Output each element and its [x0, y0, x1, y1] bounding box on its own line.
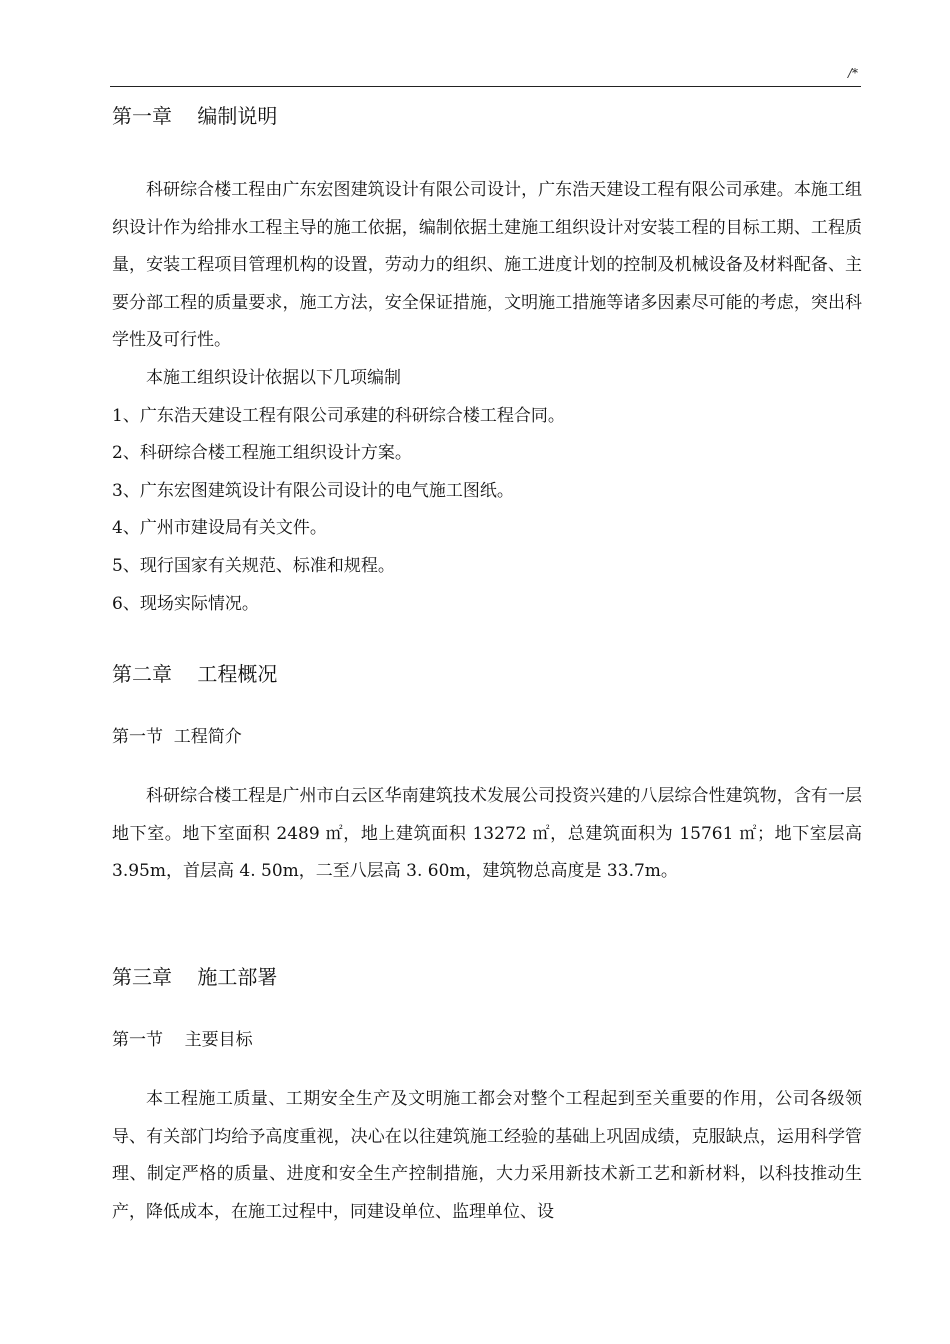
list-item: 5、现行国家有关规范、标准和规程。	[112, 555, 395, 576]
list-item: 4、广州市建设局有关文件。	[112, 518, 327, 539]
header-mark: /*	[847, 66, 858, 80]
list-item: 1、广东浩天建设工程有限公司承建的科研综合楼工程合同。	[112, 405, 565, 426]
chapter-2-section-1-title: 第一节 工程简介	[112, 727, 242, 748]
chapter-1-paragraph: 科研综合楼工程由广东宏图建筑设计有限公司设计，广东浩天建设工程有限公司承建。本施工组织设计作为给排水工程主导的施工依据，编制依据土建施工组织设计对安装工程的目标工期、工程质量，安装工程项目管理机构的设置，劳动力的组织、施工进度计划的控制及机械设备及材料配备、主要分部工程的质量要求，施工方法，安全保证措施，文明施工措施等诸多因素尽可能的考虑，突出科学性及可行性。	[112, 180, 862, 351]
document-body	[112, 98, 862, 1231]
list-item: 2、科研综合楼工程施工组织设计方案。	[112, 443, 412, 464]
list-item: 6、现场实际情况。	[112, 593, 259, 614]
chapter-3-title: 第三章 施工部署	[112, 964, 278, 989]
chapter-2-paragraph: 科研综合楼工程是广州市白云区华南建筑技术发展公司投资兴建的八层综合性建筑物，含有一层地下室。地下室面积 2489 ㎡，地上建筑面积 13272 ㎡，总建筑面积为 15761 ㎡；地下室层高 3.95m，首层高 4. 50m，二至八层高 3. 60m，建筑物总高度是 33.7m。	[112, 786, 862, 882]
header-rule	[110, 86, 861, 87]
basis-intro: 本施工组织设计依据以下几项编制	[146, 367, 401, 388]
chapter-1-title: 第一章 编制说明	[112, 104, 278, 128]
chapter-3-section-1-title: 第一节 主要目标	[112, 1029, 253, 1050]
basis-list	[112, 398, 862, 624]
list-item: 3、广东宏图建筑设计有限公司设计的电气施工图纸。	[112, 480, 514, 501]
chapter-2-title: 第二章 工程概况	[112, 662, 278, 687]
chapter-3-paragraph: 本工程施工质量、工期安全生产及文明施工都会对整个工程起到至关重要的作用，公司各级领导、有关部门均给予高度重视，决心在以往建筑施工经验的基础上巩固成绩，克服缺点，运用科学管理、制定严格的质量、进度和安全生产控制措施，大力采用新技术新工艺和新材料，以科技推动生产，降低成本，在施工过程中，同建设单位、监理单位、设	[112, 1088, 862, 1222]
